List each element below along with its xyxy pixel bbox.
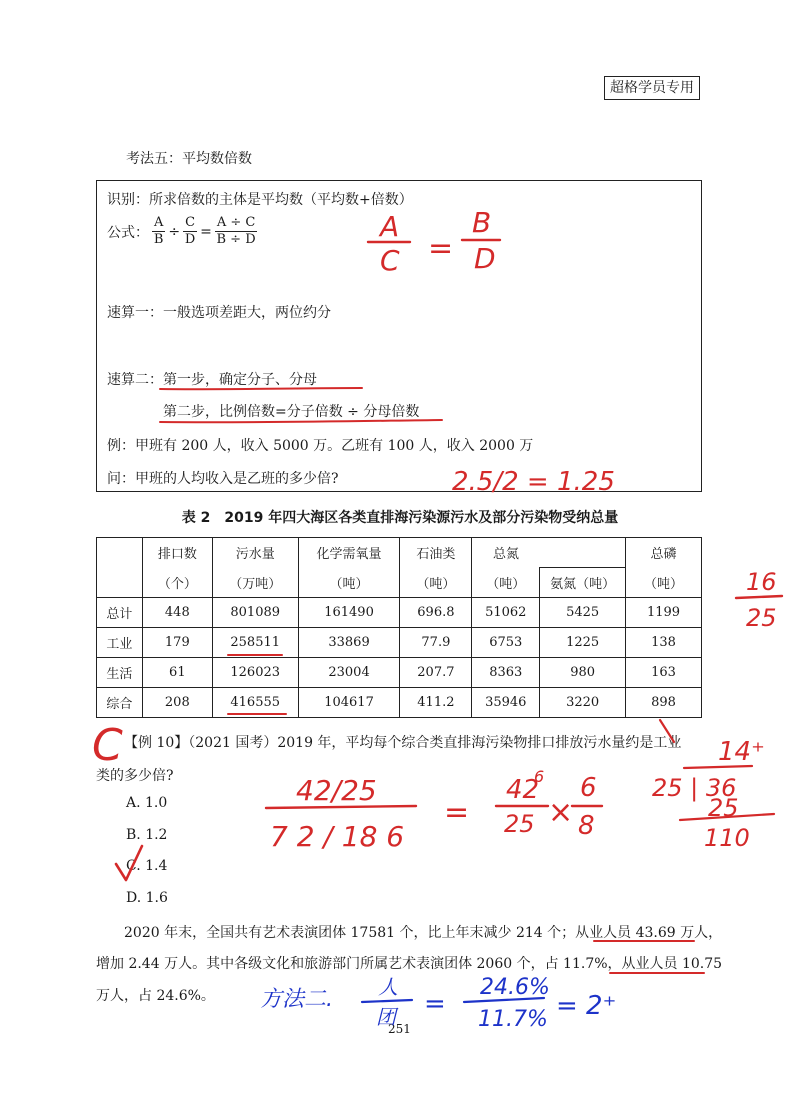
table-cell: 1199 xyxy=(626,598,702,628)
fraction-a-b xyxy=(152,215,165,248)
option-b: B. 1.2 xyxy=(126,827,168,843)
table-cell: 138 xyxy=(626,628,702,658)
blue-fraction-bar xyxy=(362,1000,412,1002)
table-cell: 161490 xyxy=(298,598,400,628)
divide-sign: ÷ xyxy=(168,223,181,240)
option-c: C. 1.4 xyxy=(126,858,168,874)
table-cell: 6753 xyxy=(472,628,540,658)
table-cell: 51062 xyxy=(472,598,540,628)
red-work-numerator: 42/25 xyxy=(296,774,377,807)
blue-fraction-numerator: 人 xyxy=(378,975,398,999)
red-work-numerator: 42 xyxy=(506,775,540,805)
table-cell: 3220 xyxy=(540,688,626,718)
red-letter-a: A xyxy=(380,210,400,243)
red-fraction-bar xyxy=(266,806,416,808)
option-d: D. 1.6 xyxy=(126,890,168,906)
table-row xyxy=(97,688,702,718)
quick-method-one: 速算一：一般选项差距大，两位约分 xyxy=(107,305,331,321)
red-division-bar xyxy=(680,814,774,820)
quick-method-two xyxy=(107,369,317,389)
identify-line: 识别：所求倍数的主体是平均数（平均数+倍数） xyxy=(107,192,413,208)
red-answer-mark: C xyxy=(92,720,123,771)
table-cell: 23004 xyxy=(298,658,400,688)
table-cell: 5425 xyxy=(540,598,626,628)
red-letter-b: B xyxy=(472,206,492,239)
red-work-denominator: 8 xyxy=(578,811,595,841)
table-cell: 33869 xyxy=(298,628,400,658)
red-letter-d: D xyxy=(474,242,496,275)
table-row xyxy=(97,658,702,688)
red-work-superscript: 6 xyxy=(534,767,545,786)
paragraph-line-3: 万人，占 24.6%。 xyxy=(96,988,215,1004)
table-row xyxy=(97,598,702,628)
fraction-result xyxy=(215,215,258,248)
blue-result: = 2⁺ xyxy=(556,991,617,1021)
blue-fraction-bar xyxy=(464,998,544,1002)
table-cell: 35946 xyxy=(472,688,540,718)
quick-method-two-step2: 第二步，比例倍数=分子倍数 ÷ 分母倍数 xyxy=(163,404,420,420)
table-row xyxy=(97,628,702,658)
table-cell: 工业 xyxy=(97,628,143,658)
table-cell: 448 xyxy=(142,598,212,628)
red-side-numerator: 16 xyxy=(746,568,777,596)
table-header-cell: 石油类 xyxy=(400,538,472,568)
red-fraction-bar xyxy=(736,596,782,598)
red-work-denominator: 25 xyxy=(504,810,535,838)
table-header-cell: 总氮 xyxy=(472,538,540,568)
formula-line xyxy=(107,215,257,248)
table-cell: 898 xyxy=(626,688,702,718)
table-cell: 总计 xyxy=(97,598,143,628)
table-cell: 163 xyxy=(626,658,702,688)
red-times: × xyxy=(548,795,574,830)
blue-fraction-numerator: 24.6% xyxy=(480,975,550,1000)
table-cell: 8363 xyxy=(472,658,540,688)
table-header-cell xyxy=(540,538,626,568)
blue-method-label: 方法二. xyxy=(260,987,333,1012)
blue-fraction-denominator: 11.7% xyxy=(478,1007,548,1032)
red-calculation: 2.5/2 = 1.25 xyxy=(452,467,615,497)
quick-method-two-step1: 第一步，确定分子、分母 xyxy=(163,372,317,388)
red-side-denominator: 25 xyxy=(746,604,777,632)
quick-method-two-label: 速算二： xyxy=(107,372,163,388)
table-unit-cell: （吨） xyxy=(400,568,472,598)
red-work-numerator: 6 xyxy=(580,773,597,803)
red-division: 25 | 36 xyxy=(652,774,737,802)
question-line-2: 类的多少倍? xyxy=(96,768,174,784)
example-question: 问：甲班的人均收入是乙班的多少倍? xyxy=(107,471,339,487)
option-a: A. 1.0 xyxy=(126,795,168,811)
table-header-cell: 总磷 xyxy=(626,538,702,568)
red-remainder: 110 xyxy=(704,824,750,852)
table-cell: 416555 xyxy=(212,688,298,718)
table-unit-cell: （吨） xyxy=(298,568,400,598)
exclusive-badge: 超格学员专用 xyxy=(604,76,700,100)
table-header-cell: 污水量 xyxy=(212,538,298,568)
red-subtrahend: 25 xyxy=(708,794,739,822)
paragraph-line-2: 增加 2.44 万人。其中各级文化和旅游部门所属艺术表演团体 2060 个，占 11.7%，从业人员 10.75 xyxy=(96,956,723,972)
pollution-table xyxy=(96,537,702,718)
red-work-denominator: 7 2 / 18 6 xyxy=(270,820,405,853)
table-cell: 1225 xyxy=(540,628,626,658)
table-cell: 411.2 xyxy=(400,688,472,718)
table-unit-row xyxy=(97,568,702,598)
table-cell: 801089 xyxy=(212,598,298,628)
red-equals: = xyxy=(444,795,470,830)
red-equals: = xyxy=(428,231,454,266)
table-cell: 980 xyxy=(540,658,626,688)
fraction-denominator: B ÷ D xyxy=(216,232,256,247)
fraction-c-d xyxy=(183,215,197,248)
table-cell: 179 xyxy=(142,628,212,658)
table-unit-cell: （吨） xyxy=(626,568,702,598)
fraction-numerator: A xyxy=(154,215,164,230)
table-unit-cell: （个） xyxy=(142,568,212,598)
fraction-denominator: D xyxy=(184,232,196,247)
table-title: 表 2 2019 年四大海区各类直排海污染源污水及部分污染物受纳总量 xyxy=(181,510,619,526)
question-line-1: 【例 10】（2021 国考）2019 年，平均每个综合类直排海污染物排口排放污水量约是工业 xyxy=(124,735,682,751)
table-cell: 77.9 xyxy=(400,628,472,658)
table-cell: 208 xyxy=(142,688,212,718)
table-cell: 综合 xyxy=(97,688,143,718)
red-quotient: 14⁺ xyxy=(718,737,765,767)
table-header-cell: 化学需氧量 xyxy=(298,538,400,568)
fraction-numerator: C xyxy=(185,215,196,230)
equals-sign: = xyxy=(200,223,212,240)
example-line: 例：甲班有 200 人，收入 5000 万。乙班有 100 人，收入 2000 万 xyxy=(107,438,534,454)
table-cell: 258511 xyxy=(212,628,298,658)
table-unit-cell: （吨） xyxy=(472,568,540,598)
red-division-bar xyxy=(684,766,752,768)
table-cell: 696.8 xyxy=(400,598,472,628)
table-cell: 61 xyxy=(142,658,212,688)
table-cell: 104617 xyxy=(298,688,400,718)
section-heading: 考法五：平均数倍数 xyxy=(126,151,252,167)
page-number: 251 xyxy=(388,1022,411,1036)
concept-box xyxy=(96,180,702,492)
formula-label: 公式： xyxy=(107,224,149,241)
blue-equals: = xyxy=(424,989,446,1019)
table-header-row xyxy=(97,538,702,568)
table-cell: 207.7 xyxy=(400,658,472,688)
fraction-denominator: B xyxy=(153,232,164,247)
fraction-numerator: A ÷ C xyxy=(216,215,256,230)
table-unit-cell: 氨氮（吨） xyxy=(540,568,626,598)
paragraph-line-1: 2020 年末，全国共有艺术表演团体 17581 个，比上年末减少 214 个；从业人员 43.69 万人， xyxy=(124,925,723,941)
table-cell: 126023 xyxy=(212,658,298,688)
table-header-cell: 排口数 xyxy=(142,538,212,568)
table-unit-cell: （万吨） xyxy=(212,568,298,598)
red-letter-c: C xyxy=(380,244,400,277)
table-header-cell xyxy=(97,538,143,598)
blue-fraction-denominator: 团 xyxy=(376,1005,396,1029)
table-cell: 生活 xyxy=(97,658,143,688)
